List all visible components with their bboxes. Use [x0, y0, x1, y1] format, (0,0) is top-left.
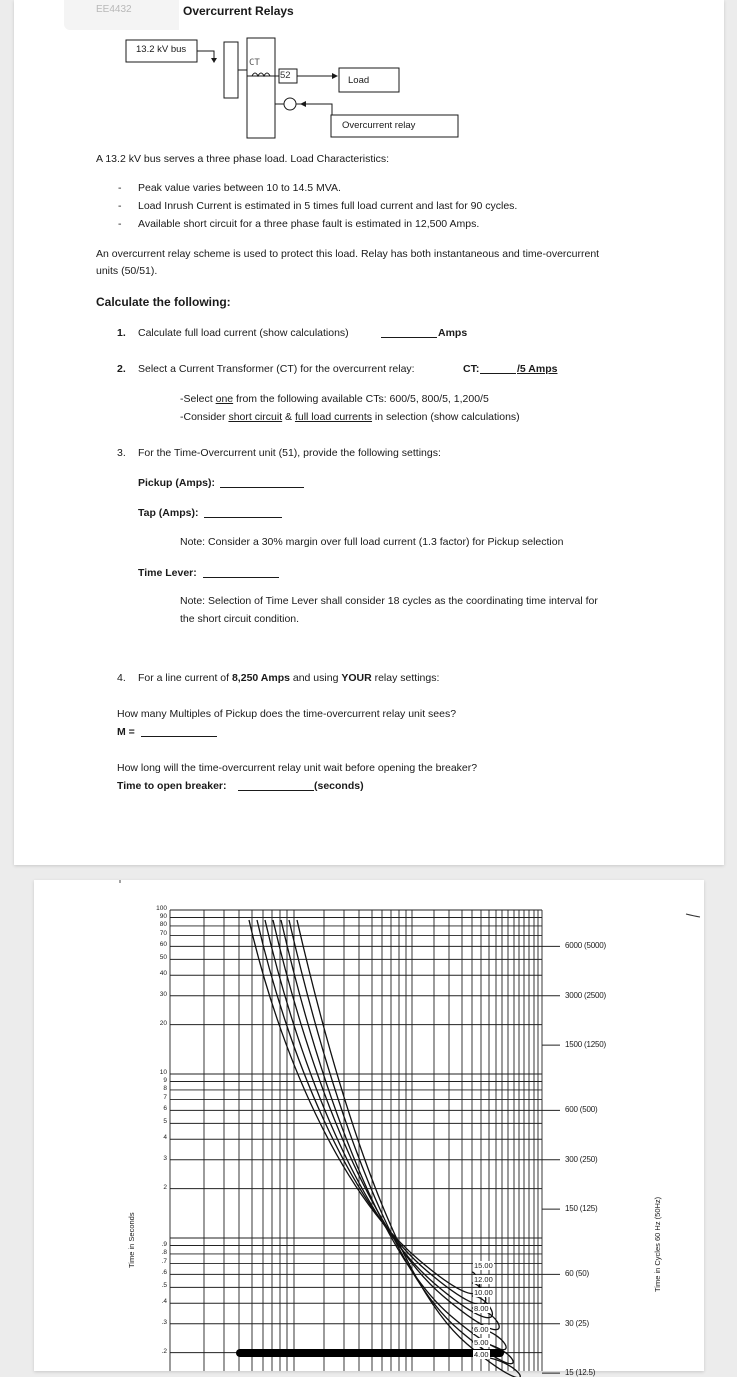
scheme-text: An overcurrent relay scheme is used to protect this load. Relay has both instantaneous and time-overcurrent: [96, 248, 600, 260]
y-tick-label: .3: [161, 1318, 167, 1326]
load-label: Load: [348, 75, 370, 86]
q4-number: 4.: [117, 672, 126, 684]
ct-ratio: /5 Amps: [517, 363, 558, 375]
right-axis-label: 300 (250): [565, 1154, 598, 1164]
y-tick-label: 70: [159, 930, 167, 938]
curve-label: 15.00: [474, 1261, 493, 1270]
time-answer-blank[interactable]: [238, 780, 314, 791]
bullet-item: Peak value varies between 10 to 14.5 MVA.: [138, 182, 341, 194]
right-axis-label: 60 (50): [565, 1269, 589, 1279]
curve-label: 10.00: [474, 1288, 493, 1297]
right-axis-label: 600 (500): [565, 1105, 598, 1115]
y-tick-label: 2: [163, 1183, 167, 1191]
y-tick-label: 8: [163, 1084, 167, 1092]
right-axis-label: 6000 (5000): [565, 941, 606, 951]
intro-text: A 13.2 kV bus serves a three phase load. Load Characteristics:: [96, 153, 390, 165]
bus-bar: [224, 42, 238, 98]
y-axis-title: Time in Seconds: [127, 1212, 136, 1268]
curve-label: 8.00: [474, 1304, 489, 1313]
right-axis-label: 30 (25): [565, 1318, 589, 1328]
lever-note-2: the short circuit condition.: [180, 613, 300, 625]
right-axis-label: 15 (12.5): [565, 1368, 596, 1377]
curve-10-00: [265, 920, 492, 1318]
curve-label: 12.00: [474, 1275, 493, 1284]
section-heading: Calculate the following:: [96, 295, 231, 309]
y-tick-label: .5: [161, 1282, 167, 1290]
q4-text: For a line current of 8,250 Amps and using YOUR relay settings:: [138, 672, 440, 684]
y-tick-label: 90: [159, 912, 167, 920]
y-tick-label: 80: [159, 920, 167, 928]
scheme-text-2: units (50/51).: [96, 265, 158, 277]
tap-answer-blank[interactable]: [204, 507, 282, 518]
ct-answer-blank[interactable]: [480, 363, 516, 374]
y-tick-label: 9: [163, 1076, 167, 1084]
y-tick-label: .7: [161, 1258, 167, 1266]
bullet-dash: -: [118, 218, 122, 230]
lever-note-1: Note: Selection of Time Lever shall consider 18 cycles as the coordinating time interval for: [180, 595, 598, 607]
multiples-question: How many Multiples of Pickup does the time-overcurrent relay unit sees?: [117, 708, 457, 720]
y-tick-label: .4: [161, 1298, 167, 1306]
y-tick-label: .2: [161, 1347, 167, 1355]
right-axis-label: 150 (125): [565, 1204, 598, 1214]
q1-text: Calculate full load current (show calculations): [138, 327, 349, 339]
curve-label: 6.00: [474, 1325, 489, 1334]
bullet-dash: -: [118, 200, 122, 212]
curve-12-00: [257, 920, 486, 1305]
q2-text: Select a Current Transformer (CT) for the overcurrent relay:: [138, 363, 415, 375]
y-tick-label: 5: [163, 1118, 167, 1126]
y-tick-label: .8: [161, 1248, 167, 1256]
breaker-label: 52: [280, 70, 291, 81]
q2-note-1: -Select one from the following available CTs: 600/5, 800/5, 1,200/5: [180, 393, 489, 405]
right-axis-label: 1500 (1250): [565, 1040, 606, 1050]
ct-frame: [247, 38, 275, 138]
y-tick-label: 100: [156, 905, 167, 912]
q2-number: 2.: [117, 363, 126, 375]
q1-answer-blank[interactable]: [381, 327, 437, 338]
time-current-chart: [34, 880, 704, 1371]
bullet-item: Available short circuit for a three phase fault is estimated in 12,500 Amps.: [138, 218, 480, 230]
q3-text: For the Time-Overcurrent unit (51), provide the following settings:: [138, 447, 441, 459]
q3-number: 3.: [117, 447, 126, 459]
y-tick-label: 4: [163, 1134, 167, 1142]
tap-label: Tap (Amps):: [138, 507, 199, 519]
q2-ct-label: CT:: [463, 363, 480, 375]
curve-label: 5.00: [474, 1338, 489, 1347]
tap-note: Note: Consider a 30% margin over full load current (1.3 factor) for Pickup selection: [180, 536, 564, 548]
y-tick-label: 6: [163, 1105, 167, 1113]
relay-label: Overcurrent relay: [342, 120, 416, 131]
m-label: M =: [117, 726, 135, 738]
y-tick-label: 30: [159, 990, 167, 998]
lever-answer-blank[interactable]: [203, 567, 279, 578]
course-code: EE4432: [96, 4, 132, 15]
y-tick-label: 20: [159, 1019, 167, 1027]
q1-number: 1.: [117, 327, 126, 339]
m-answer-blank[interactable]: [141, 726, 217, 737]
time-label: Time to open breaker:: [117, 780, 227, 792]
y-tick-label: 7: [163, 1094, 167, 1102]
curve-8-00: [273, 920, 499, 1330]
bullet-item: Load Inrush Current is estimated in 5 times full load current and last for 90 cycles.: [138, 200, 518, 212]
time-unit: (seconds): [314, 780, 364, 792]
page-title: Overcurrent Relays: [183, 4, 294, 18]
y-tick-label: .6: [161, 1269, 167, 1277]
document-page: [14, 0, 724, 865]
page-edge-mark: [686, 914, 700, 917]
q1-unit: Amps: [438, 327, 468, 339]
right-axis-label: 3000 (2500): [565, 990, 606, 1000]
bullet-dash: -: [118, 182, 122, 194]
pickup-label: Pickup (Amps):: [138, 477, 216, 489]
y-tick-label: 60: [159, 941, 167, 949]
bus-label: 13.2 kV bus: [136, 44, 187, 55]
y-tick-label: 3: [163, 1154, 167, 1162]
y-tick-label: 40: [159, 970, 167, 978]
y-tick-label: 10: [159, 1069, 167, 1076]
y-tick-label: .9: [161, 1240, 167, 1248]
curve-label: 4.00: [474, 1350, 489, 1359]
curve-chart-page: [34, 880, 704, 1377]
trip-coil: [284, 98, 296, 110]
y2-axis-title: Time in Cycles 60 Hz (50Hz): [653, 1196, 662, 1292]
time-question: How long will the time-overcurrent relay unit wait before opening the breaker?: [117, 762, 478, 774]
y-tick-label: 50: [159, 954, 167, 962]
lever-label: Time Lever:: [138, 567, 197, 579]
ct-label: CT: [249, 58, 260, 68]
pickup-answer-blank[interactable]: [220, 477, 304, 488]
q2-note-2: -Consider short circuit & full load currents in selection (show calculations): [180, 411, 520, 423]
